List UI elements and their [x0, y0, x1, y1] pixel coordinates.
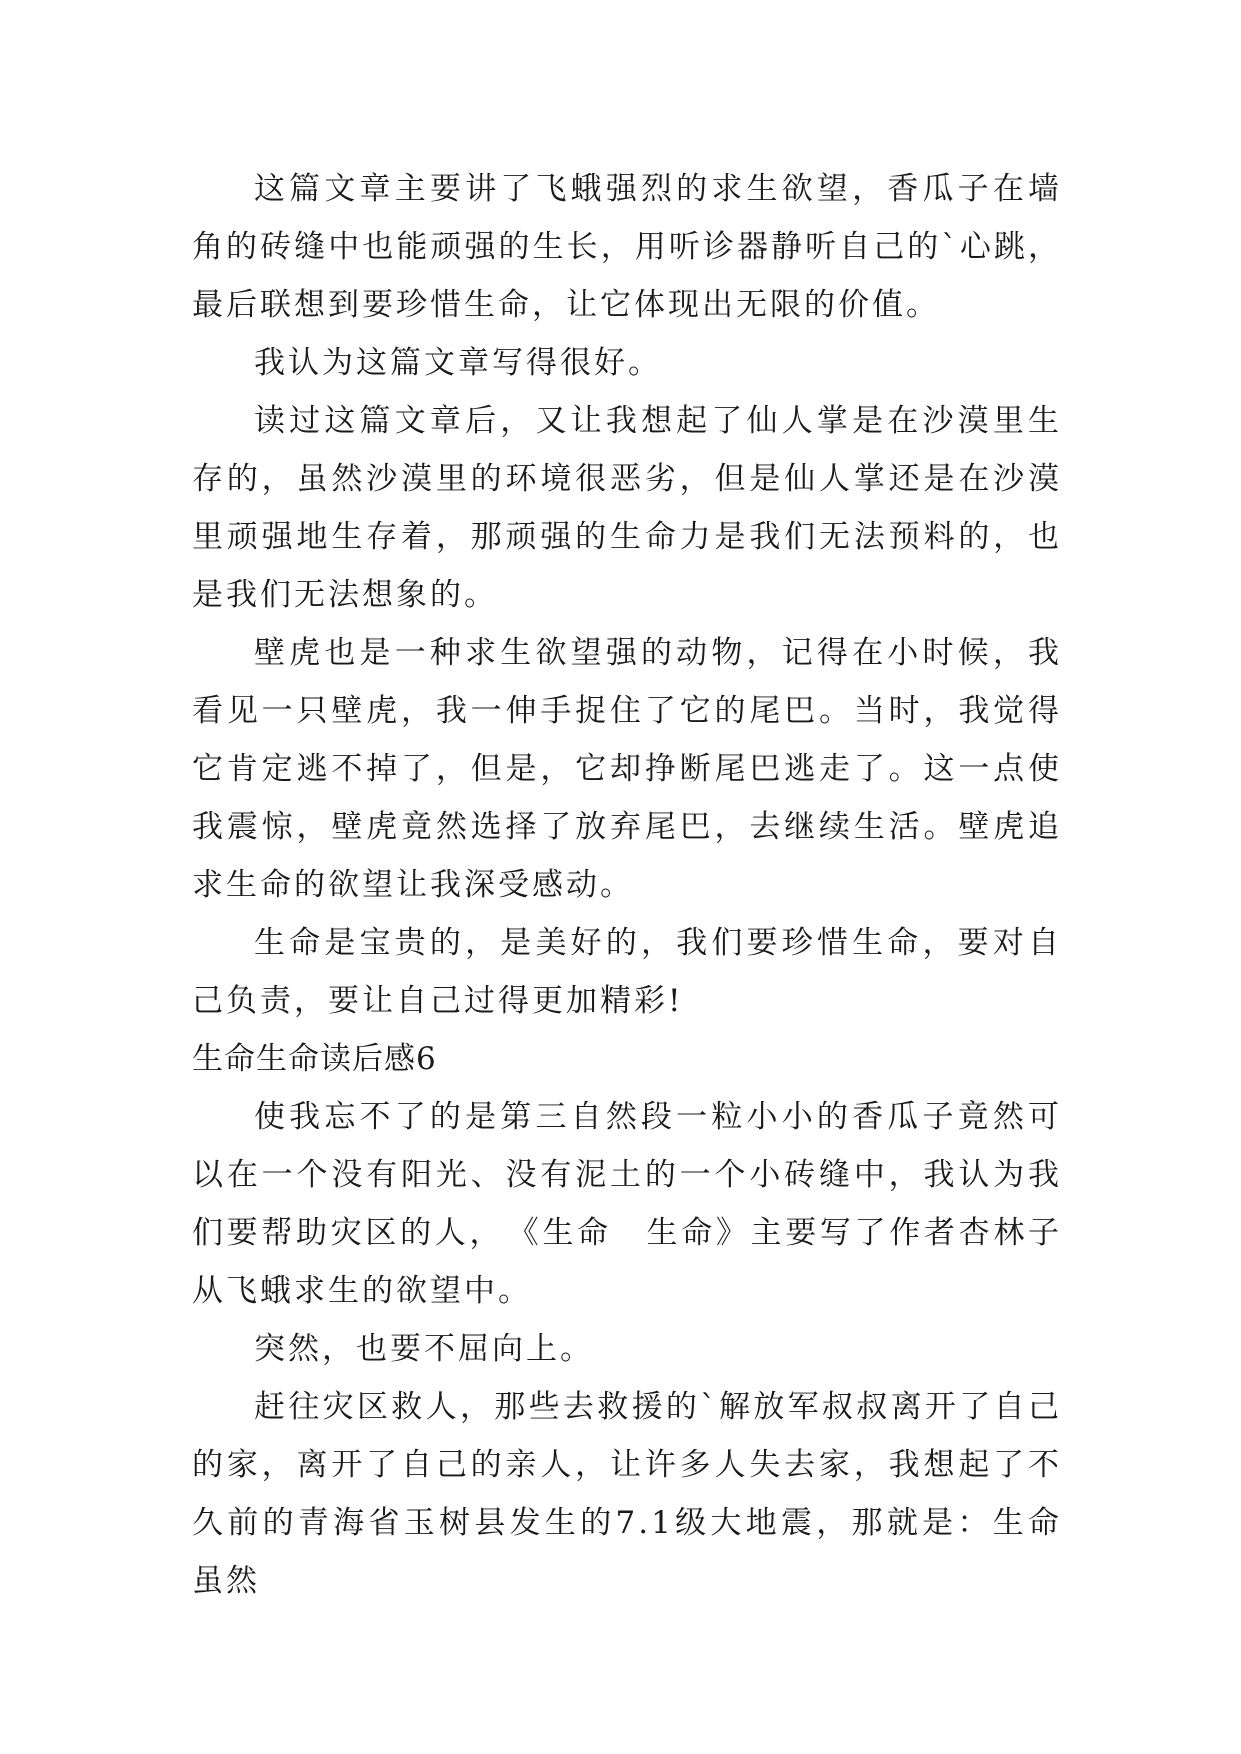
paragraph: 壁虎也是一种求生欲望强的动物，记得在小时候，我看见一只壁虎，我一伸手捉住了它的尾巴。当时，我觉得它肯定逃不掉了，但是，它却挣断尾巴逃走了。这一点使我震惊，壁虎竟然选择了放弃尾巴，去继续生活。壁虎追求生命的欲望让我深受感动。: [192, 635, 1062, 903]
paragraph: 生命是宝贵的，是美好的，我们要珍惜生命，要对自己负责，要让自己过得更加精彩!: [192, 925, 1062, 1019]
paragraph: 突然，也要不屈向上。: [254, 1331, 594, 1367]
paragraph: 我认为这篇文章写得很好。: [254, 345, 662, 381]
document-body: [192, 160, 1062, 1610]
section-heading: 生命生命读后感6: [192, 1041, 437, 1077]
paragraph: 这篇文章主要讲了飞蛾强烈的求生欲望，香瓜子在墙角的砖缝中也能顽强的生长，用听诊器静听自己的`心跳，最后联想到要珍惜生命，让它体现出无限的价值。: [192, 171, 1062, 323]
paragraph: 使我忘不了的是第三自然段一粒小小的香瓜子竟然可以在一个没有阳光、没有泥土的一个小砖缝中，我认为我们要帮助灾区的人， 《生命 生命》主要写了作者杏林子从飞蛾求生的欲望中。: [192, 1099, 1062, 1309]
paragraph: 赶往灾区救人，那些去救援的`解放军叔叔离开了自己的家，离开了自己的亲人，让许多人失去家，我想起了不久前的青海省玉树县发生的7.1级大地震，那就是：生命虽然: [192, 1389, 1062, 1599]
paragraph: 读过这篇文章后，又让我想起了仙人掌是在沙漠里生存的，虽然沙漠里的环境很恶劣，但是仙人掌还是在沙漠里顽强地生存着，那顽强的生命力是我们无法预料的，也是我们无法想象的。: [192, 403, 1062, 613]
